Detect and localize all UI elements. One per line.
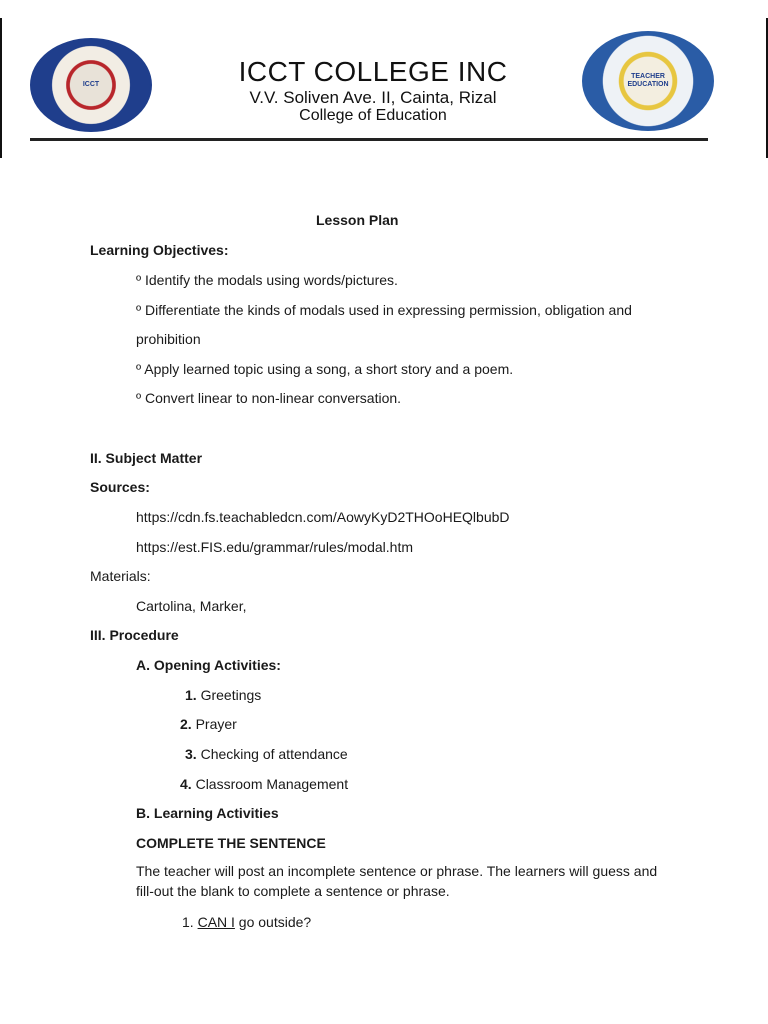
objective-item: º Convert linear to non-linear conversation.: [136, 390, 402, 406]
opening-activities-heading: A. Opening Activities:: [136, 657, 281, 673]
teacher-education-seal: [582, 31, 714, 131]
item-number: 4.: [180, 776, 192, 792]
college-name: ICCT COLLEGE INC: [238, 56, 508, 87]
activity-title: COMPLETE THE SENTENCE: [136, 835, 326, 851]
subject-matter-heading: II. Subject Matter: [90, 450, 203, 466]
item-text: Prayer: [191, 716, 237, 732]
icct-logo-text: ICCT: [82, 81, 100, 88]
icct-logo: [30, 38, 152, 132]
objectives-heading: Learning Objectives:: [90, 242, 229, 258]
materials-label: Materials:: [90, 568, 151, 584]
opening-item: [180, 715, 237, 733]
opening-item: [185, 686, 261, 704]
example-number: 1.: [182, 914, 198, 930]
header-divider: [30, 138, 708, 141]
item-text: Classroom Management: [191, 776, 349, 792]
objective-item: º Differentiate the kinds of modals used in expressing permission, obligation and: [136, 302, 632, 318]
item-number: 2.: [180, 716, 192, 732]
objective-item: º Apply learned topic using a song, a short story and a poem.: [136, 361, 514, 377]
item-number: 3.: [185, 746, 197, 762]
source-link: https://cdn.fs.teachabledcn.com/AowyKyD2THOoHEQlbubD: [136, 509, 510, 525]
item-number: 1.: [185, 687, 197, 703]
example-rest: go outside?: [234, 914, 312, 930]
seal-text: TEACHER EDUCATION: [627, 73, 669, 88]
item-text: Checking of attendance: [196, 746, 348, 762]
example-answer: CAN I: [197, 914, 235, 930]
materials-list: Cartolina, Marker,: [136, 598, 247, 614]
learning-activities-heading: B. Learning Activities: [136, 805, 279, 821]
letterhead: [0, 0, 768, 150]
opening-item: [180, 775, 348, 793]
procedure-heading: III. Procedure: [90, 627, 179, 643]
opening-item: [185, 745, 348, 763]
document-title: Lesson Plan: [316, 212, 399, 228]
objective-item: º Identify the modals using words/pictures.: [136, 272, 398, 288]
activity-description: The teacher will post an incomplete sentence or phrase. The learners will guess and fill-out the blank to complete a sentence or phrase.: [136, 863, 658, 899]
item-text: Greetings: [196, 687, 262, 703]
college-address: V.V. Soliven Ave. II, Cainta, Rizal: [249, 88, 497, 107]
sources-label: Sources:: [90, 479, 150, 495]
objective-item: prohibition: [136, 331, 201, 347]
source-link: https://est.FIS.edu/grammar/rules/modal.htm: [136, 539, 413, 555]
college-department: College of Education: [299, 107, 447, 124]
example-sentence: [182, 913, 311, 931]
